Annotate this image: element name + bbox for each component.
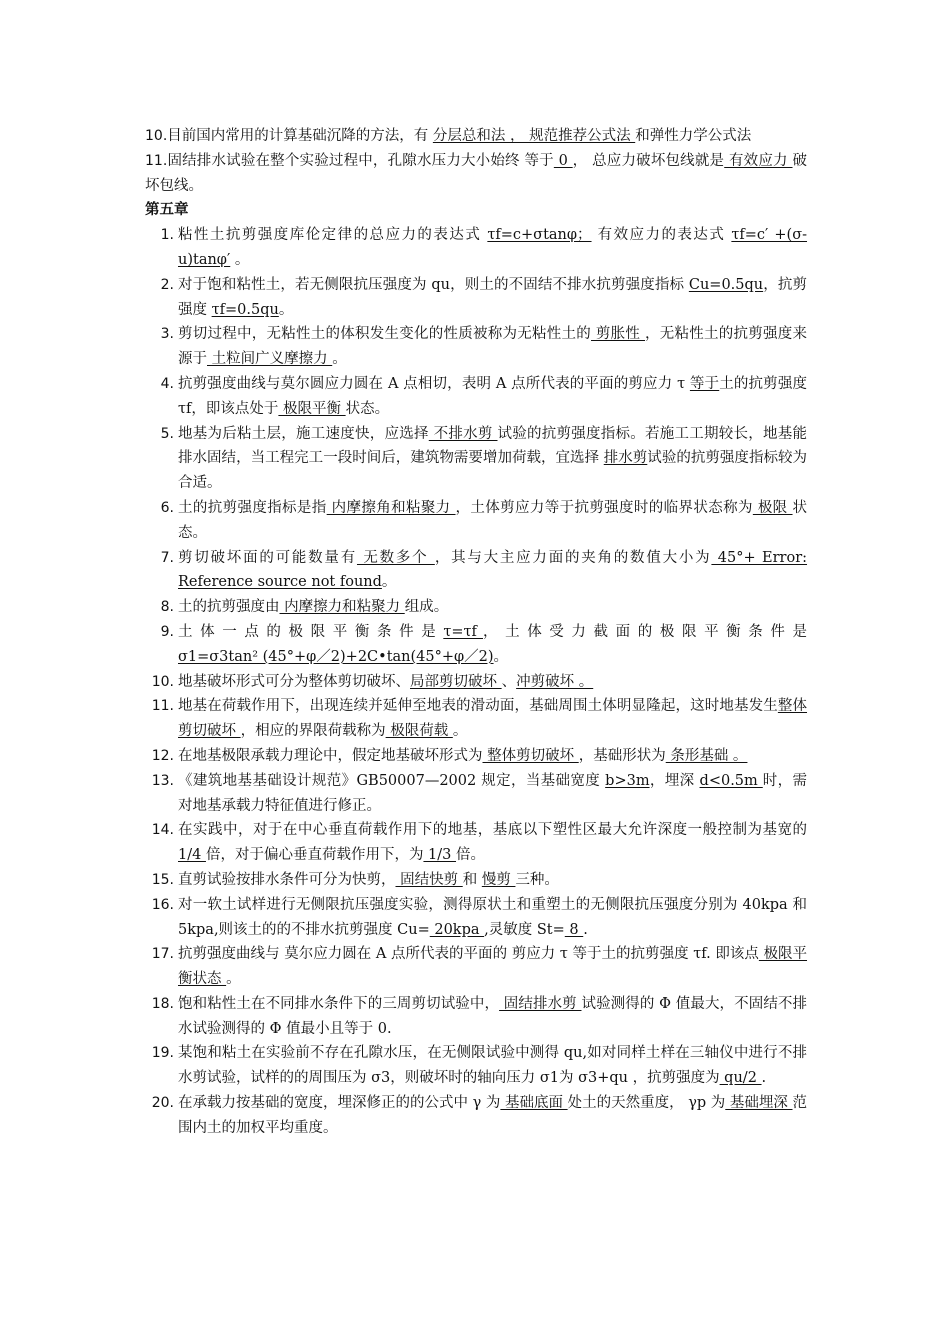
- list-item-number: 17.: [151, 946, 174, 963]
- question-text: 、: [501, 673, 517, 690]
- answer-blank: 基础埋深: [725, 1095, 793, 1112]
- answer-blank: 不排水剪: [428, 425, 498, 442]
- question-text: 。: [452, 723, 468, 740]
- question-text: .: [761, 1070, 767, 1087]
- question-text: 某饱和粘土在实验前不存在孔隙水压，在无侧限试验中测得 qu,如对同样土样在三轴仪中进行不排水剪试验，试样的的周围压为 σ3，则破坏时的轴向压力 σ1为 σ3+qu ，抗剪强度为: [178, 1045, 807, 1087]
- question-text: 地基在荷载作用下，出现连续并延伸至地表的滑动面，基础周围土体明显隆起，这时地基发生: [178, 698, 778, 715]
- list-item-number: 7.: [160, 549, 174, 566]
- list-item-number: 5.: [160, 425, 174, 442]
- question-text: ,灵敏度 St=: [484, 921, 565, 938]
- list-item: [145, 1041, 807, 1091]
- list-item: [145, 322, 807, 372]
- list-item: [145, 372, 807, 422]
- question-text: 。: [332, 351, 347, 368]
- answer-blank: 极限平衡: [278, 400, 346, 417]
- list-item-number: 1.: [160, 227, 174, 244]
- answer-blank: 1/3: [423, 847, 457, 864]
- answer-blank: τf=0.5qu: [211, 301, 279, 318]
- paragraph-text: 固结排水试验在整个实验过程中，孔隙水压力大小始终 等于: [167, 152, 554, 169]
- answer-blank: 20kpa: [429, 921, 485, 938]
- answer-blank: 整体剪切破坏: [178, 698, 808, 740]
- question-text: ，土体剪应力等于抗剪强度时的临界状态称为: [455, 499, 753, 516]
- answer-blank: 1/4: [178, 847, 206, 864]
- question-text: 对于饱和粘性土，若无侧限抗压强度为 qu，则土的不固结不排水抗剪强度指标: [178, 276, 689, 293]
- list-item: [145, 595, 807, 620]
- answer-blank: 内摩擦力和粘聚力: [279, 599, 405, 616]
- question-text: ， 土 体 受 力 截 面 的 极 限 平 衡 条 件 是: [482, 623, 808, 640]
- answer-blank: 无数多个: [356, 549, 435, 566]
- question-text: 。: [493, 648, 509, 665]
- question-text: 状态。: [178, 499, 808, 541]
- answer-blank: 固结快剪: [395, 871, 463, 888]
- answer-blank: 慢剪: [481, 871, 516, 888]
- list-item: [145, 818, 807, 868]
- question-text: 组成。: [404, 599, 449, 616]
- answer-blank: 极限荷载: [385, 723, 453, 740]
- list-item-number: 9.: [160, 623, 174, 640]
- paragraph-number: 11.: [145, 152, 168, 169]
- question-text: 抗剪强度曲线与 莫尔应力圆在 A 点所代表的平面的 剪应力 τ 等于土的抗剪强度 τf. 即该点: [178, 946, 759, 963]
- question-text: 《建筑地基基础设计规范》GB50007—2002 规定，当基础宽度: [178, 772, 606, 789]
- question-text: 土的抗剪强度 τf，即该点处于: [178, 375, 807, 417]
- question-text: 在承载力按基础的宽度，埋深修正的的公式中 γ 为: [178, 1095, 501, 1112]
- question-text: 。: [381, 574, 397, 591]
- question-text: 有效应力的表达式: [591, 227, 732, 244]
- answer-blank: 极限: [752, 499, 793, 516]
- answer-blank: τf=c′ +(σ-u)tanφ′: [178, 227, 808, 268]
- question-text: 剪切过程中，无粘性土的体积发生变化的性质被称为无粘性土的: [178, 326, 592, 343]
- question-text: 试验测得的 Φ 值最大，不固结不排水试验测得的 Φ 值最小且等于 0.: [178, 995, 808, 1037]
- question-text: 和: [462, 871, 482, 888]
- answer-blank: 有效应力: [724, 152, 793, 169]
- question-text: ，其与大主应力面的夹角的数值大小为: [434, 549, 712, 566]
- question-text: 对一软土试样进行无侧限抗压强度实验，测得原状土和重塑土的无侧限抗压强度分别为 40kpa 和 5kpa,则该土的的不排水抗剪强度 Cu=: [178, 896, 807, 938]
- answer-blank: 基础底面: [500, 1095, 568, 1112]
- question-text: ，无粘性土的抗剪强度来源于: [178, 326, 808, 368]
- answer-blank: σ1=σ3tan² (45°+φ／2)+2C•tan(45°+φ／2): [178, 648, 494, 665]
- list-item-number: 15.: [151, 871, 174, 888]
- question-text: 饱和粘性土在不同排水条件下的三周剪切试验中，: [178, 995, 500, 1012]
- list-item: [145, 273, 807, 323]
- document-page: [145, 124, 807, 1141]
- answer-blank: 内摩擦角和粘聚力: [326, 499, 456, 516]
- question-text: ，抗剪强度: [178, 276, 808, 318]
- question-text: 时，需对地基承载力特征值进行修正。: [178, 772, 808, 814]
- list-item: [145, 868, 807, 893]
- list-item-number: 16.: [151, 896, 174, 913]
- answer-blank: 冲剪破坏 。: [516, 673, 594, 690]
- list-item-number: 3.: [160, 326, 174, 343]
- answer-blank: b>3m: [605, 772, 650, 789]
- list-item: [145, 670, 807, 695]
- paragraph-text: 和弹性力学公式法: [635, 128, 752, 144]
- question-text: 处土的天然重度， γp 为: [567, 1095, 726, 1112]
- answer-blank: 45°+ Error: Reference source not found: [178, 549, 808, 591]
- list-item: [145, 744, 807, 769]
- list-item: [145, 496, 807, 546]
- question-text: 倍，对于偏心垂直荷载作用下，为: [205, 847, 424, 864]
- question-text: ，基础形状为: [578, 747, 666, 764]
- question-text: 土的抗剪强度由: [178, 599, 280, 616]
- paragraph-text: 破坏包线。: [145, 152, 808, 194]
- list-item-number: 8.: [160, 599, 174, 616]
- answer-blank: τf=c+σtanφ；: [487, 227, 592, 244]
- answer-blank: 条形基础 。: [665, 747, 748, 764]
- question-text: 。: [226, 971, 241, 988]
- question-list: [145, 223, 807, 1140]
- question-text: 土 体 一 点 的 极 限 平 衡 条 件 是: [178, 623, 444, 640]
- question-text: 。: [230, 251, 250, 268]
- question-text: 倍。: [456, 847, 486, 864]
- answer-blank: 8: [564, 921, 584, 938]
- paragraph-number: 10.: [145, 128, 168, 144]
- question-text: 剪切破坏面的可能数量有: [178, 549, 357, 566]
- list-item-number: 12.: [151, 747, 174, 764]
- list-item-number: 13.: [151, 772, 174, 789]
- list-item: [145, 992, 807, 1042]
- question-text: 范围内土的加权平均重度。: [178, 1095, 807, 1136]
- question-text: 试验的抗剪强度指标。若施工工期较长，地基能排水固结，当工程完工一段时间后，建筑物需要增加荷载，宜选择: [178, 425, 808, 467]
- list-item-number: 2.: [160, 276, 174, 293]
- chapter-heading: 第五章: [145, 201, 189, 219]
- question-text: 在地基极限承载力理论中，假定地基破坏形式为: [178, 747, 483, 764]
- list-item-number: 4.: [160, 375, 174, 392]
- question-text: 。: [278, 301, 294, 318]
- answer-blank: 固结排水剪: [499, 995, 582, 1012]
- question-text: 三种。: [515, 871, 559, 888]
- answer-blank: 等于: [689, 375, 720, 392]
- paragraph-11: [145, 149, 807, 199]
- list-item: [145, 942, 807, 992]
- paragraph-10: [145, 124, 807, 149]
- question-text: .: [583, 921, 588, 938]
- list-item: [145, 1091, 807, 1141]
- list-item: [145, 422, 807, 496]
- question-text: 地基破坏形式可分为整体剪切破坏、: [178, 673, 410, 690]
- answer-blank: 极限平衡状态: [178, 946, 808, 988]
- answer-blank: 0: [553, 152, 573, 169]
- list-item: [145, 546, 807, 596]
- question-text: 地基为后粘土层，施工速度快，应选择: [178, 425, 429, 442]
- list-item: [145, 694, 807, 744]
- list-item: [145, 223, 807, 273]
- answer-blank: qu/2: [719, 1070, 762, 1087]
- question-text: 直剪试验按排水条件可分为快剪，: [178, 871, 396, 888]
- question-text: ，埋深: [649, 772, 700, 789]
- list-item: [145, 769, 807, 819]
- paragraph-text: 目前国内常用的计算基础沉降的方法，有: [167, 128, 433, 144]
- answer-blank: Cu=0.5qu: [688, 276, 764, 293]
- answer-blank: d<0.5m: [699, 772, 763, 789]
- list-item-number: 6.: [160, 499, 174, 516]
- list-item-number: 19.: [151, 1045, 174, 1062]
- answer-blank: 局部剪切破坏: [410, 673, 502, 690]
- question-text: ，相应的界限荷载称为: [240, 723, 386, 740]
- question-text: 试验的抗剪强度指标较为合适。: [178, 450, 808, 492]
- list-item-number: 20.: [151, 1095, 174, 1112]
- answer-blank: 土粒间广义摩擦力: [207, 351, 333, 368]
- list-item-number: 11.: [151, 698, 174, 715]
- answer-blank: 剪胀性: [591, 326, 646, 343]
- list-item-number: 14.: [151, 822, 174, 839]
- list-item: [145, 893, 807, 943]
- question-text: 粘性土抗剪强度库伦定律的总应力的表达式: [178, 227, 488, 244]
- list-item-number: 18.: [151, 995, 174, 1012]
- list-item: [145, 620, 807, 670]
- answer-blank: 分层总和法 ， 规范推荐公式法: [432, 128, 636, 144]
- paragraph-text: ， 总应力破坏包线就是: [572, 152, 725, 169]
- question-text: 状态。: [345, 400, 390, 417]
- question-text: 土的抗剪强度指标是指: [178, 499, 327, 516]
- answer-blank: 排水剪: [603, 450, 648, 467]
- question-text: 在实践中，对于在中心垂直荷载作用下的地基，基底以下塑性区最大允许深度一般控制为基宽的: [178, 822, 807, 839]
- list-item-number: 10.: [151, 673, 174, 690]
- intro-paragraphs: [145, 124, 807, 198]
- answer-blank: τ=τf: [443, 623, 483, 640]
- answer-blank: 整体剪切破坏: [482, 747, 579, 764]
- question-text: 抗剪强度曲线与莫尔圆应力圆在 A 点相切，表明 A 点所代表的平面的剪应力 τ: [178, 375, 690, 392]
